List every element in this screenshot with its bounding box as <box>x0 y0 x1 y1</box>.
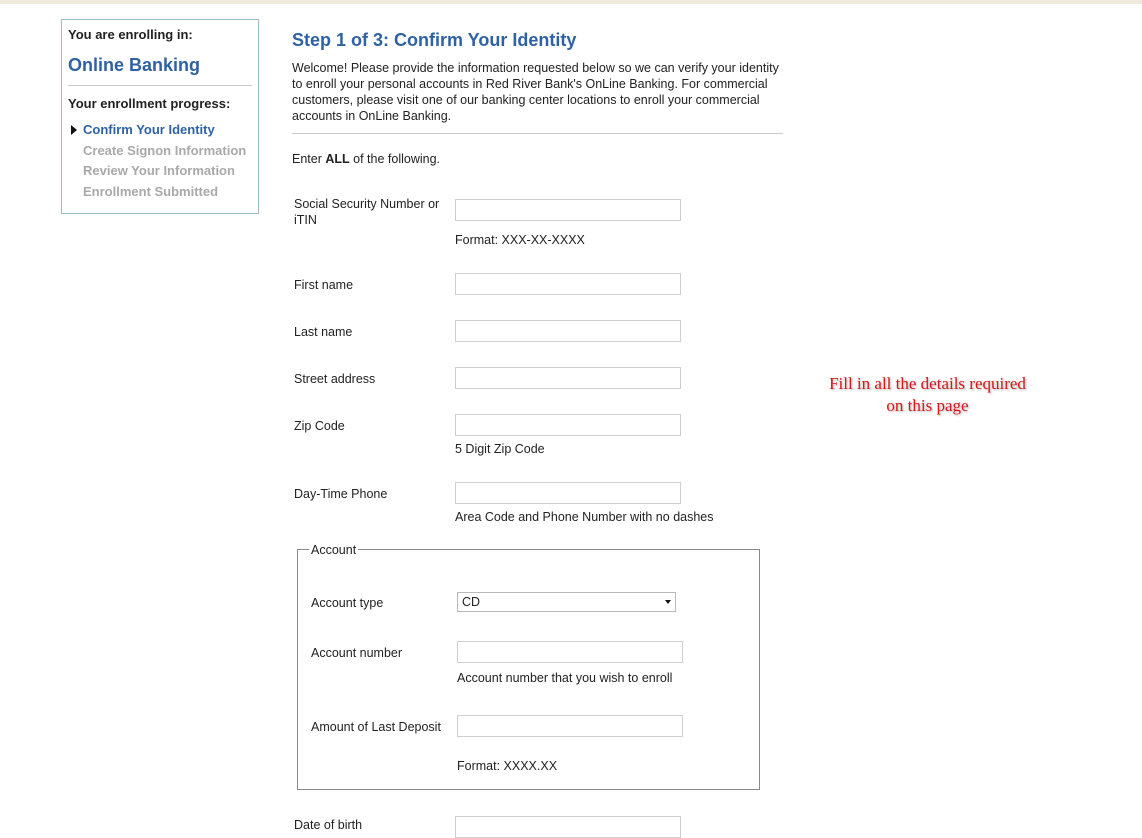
instructions-suffix: of the following. <box>349 152 441 166</box>
zip-code-input[interactable] <box>455 414 681 436</box>
progress-step-review <box>68 162 258 183</box>
account-number-input[interactable] <box>457 641 683 663</box>
annotation-line-1: Fill in all the details required <box>829 374 1026 393</box>
ssn-label: Social Security Number or iTIN <box>294 197 440 227</box>
progress-step-create-signon <box>68 142 258 163</box>
progress-step-label: Review Your Information <box>83 163 235 178</box>
last-deposit-input[interactable] <box>457 715 683 737</box>
phone-input[interactable] <box>455 482 681 504</box>
account-fieldset <box>297 549 760 790</box>
sidebar-divider <box>68 85 252 86</box>
progress-step-submitted <box>68 183 258 204</box>
account-number-hint: Account number that you wish to enroll <box>457 671 673 685</box>
progress-step-confirm-identity <box>68 121 258 142</box>
instructions-emphasis: ALL <box>325 152 350 166</box>
main-divider <box>292 133 783 134</box>
ssn-input[interactable] <box>455 199 681 221</box>
annotation-line-2: on this page <box>886 396 969 415</box>
account-type-selected: CD <box>462 595 481 609</box>
progress-step-label: Create Signon Information <box>83 142 247 158</box>
progress-step-label: Enrollment Submitted <box>83 183 219 199</box>
date-of-birth-label: Date of birth <box>294 818 363 832</box>
phone-label: Day-Time Phone <box>294 487 388 501</box>
last-name-input[interactable] <box>455 320 681 342</box>
last-deposit-label: Amount of Last Deposit <box>311 720 441 734</box>
progress-steps <box>68 121 258 203</box>
instructions-text <box>292 152 440 166</box>
page-title: Step 1 of 3: Confirm Your Identity <box>292 30 577 50</box>
date-of-birth-input[interactable] <box>455 816 681 838</box>
account-legend: Account <box>311 543 357 557</box>
street-address-input[interactable] <box>455 367 681 389</box>
instructions-prefix: Enter <box>292 152 326 166</box>
enrolling-label: You are enrolling in: <box>68 27 193 42</box>
intro-text: Welcome! Please provide the information requested below so we can verify your identity to enroll your personal accounts in Red River Bank's OnLine Banking. For commercial customers, please visit one of our banking center locations to enroll your commercial accounts in OnLine Banking. <box>292 61 779 123</box>
progress-step-label: Confirm Your Identity <box>83 122 215 137</box>
enrollment-sidebar <box>61 19 259 214</box>
first-name-label: First name <box>294 278 354 292</box>
top-bar <box>0 0 1142 4</box>
account-number-label: Account number <box>311 646 403 660</box>
last-name-label: Last name <box>294 325 353 339</box>
product-name: Online Banking <box>68 55 201 75</box>
last-deposit-format-hint: Format: XXXX.XX <box>457 759 558 773</box>
progress-label: Your enrollment progress: <box>68 96 231 111</box>
first-name-input[interactable] <box>455 273 681 295</box>
instruction-annotation <box>790 373 1065 417</box>
ssn-format-hint: Format: XXX-XX-XXXX <box>455 233 585 247</box>
account-type-select[interactable] <box>457 592 676 612</box>
chevron-down-icon <box>665 600 671 604</box>
zip-code-hint: 5 Digit Zip Code <box>455 442 545 456</box>
triangle-right-icon <box>71 125 77 135</box>
zip-code-label: Zip Code <box>294 419 345 433</box>
phone-hint: Area Code and Phone Number with no dashes <box>455 510 714 524</box>
account-type-label: Account type <box>311 596 384 610</box>
street-address-label: Street address <box>294 372 376 386</box>
